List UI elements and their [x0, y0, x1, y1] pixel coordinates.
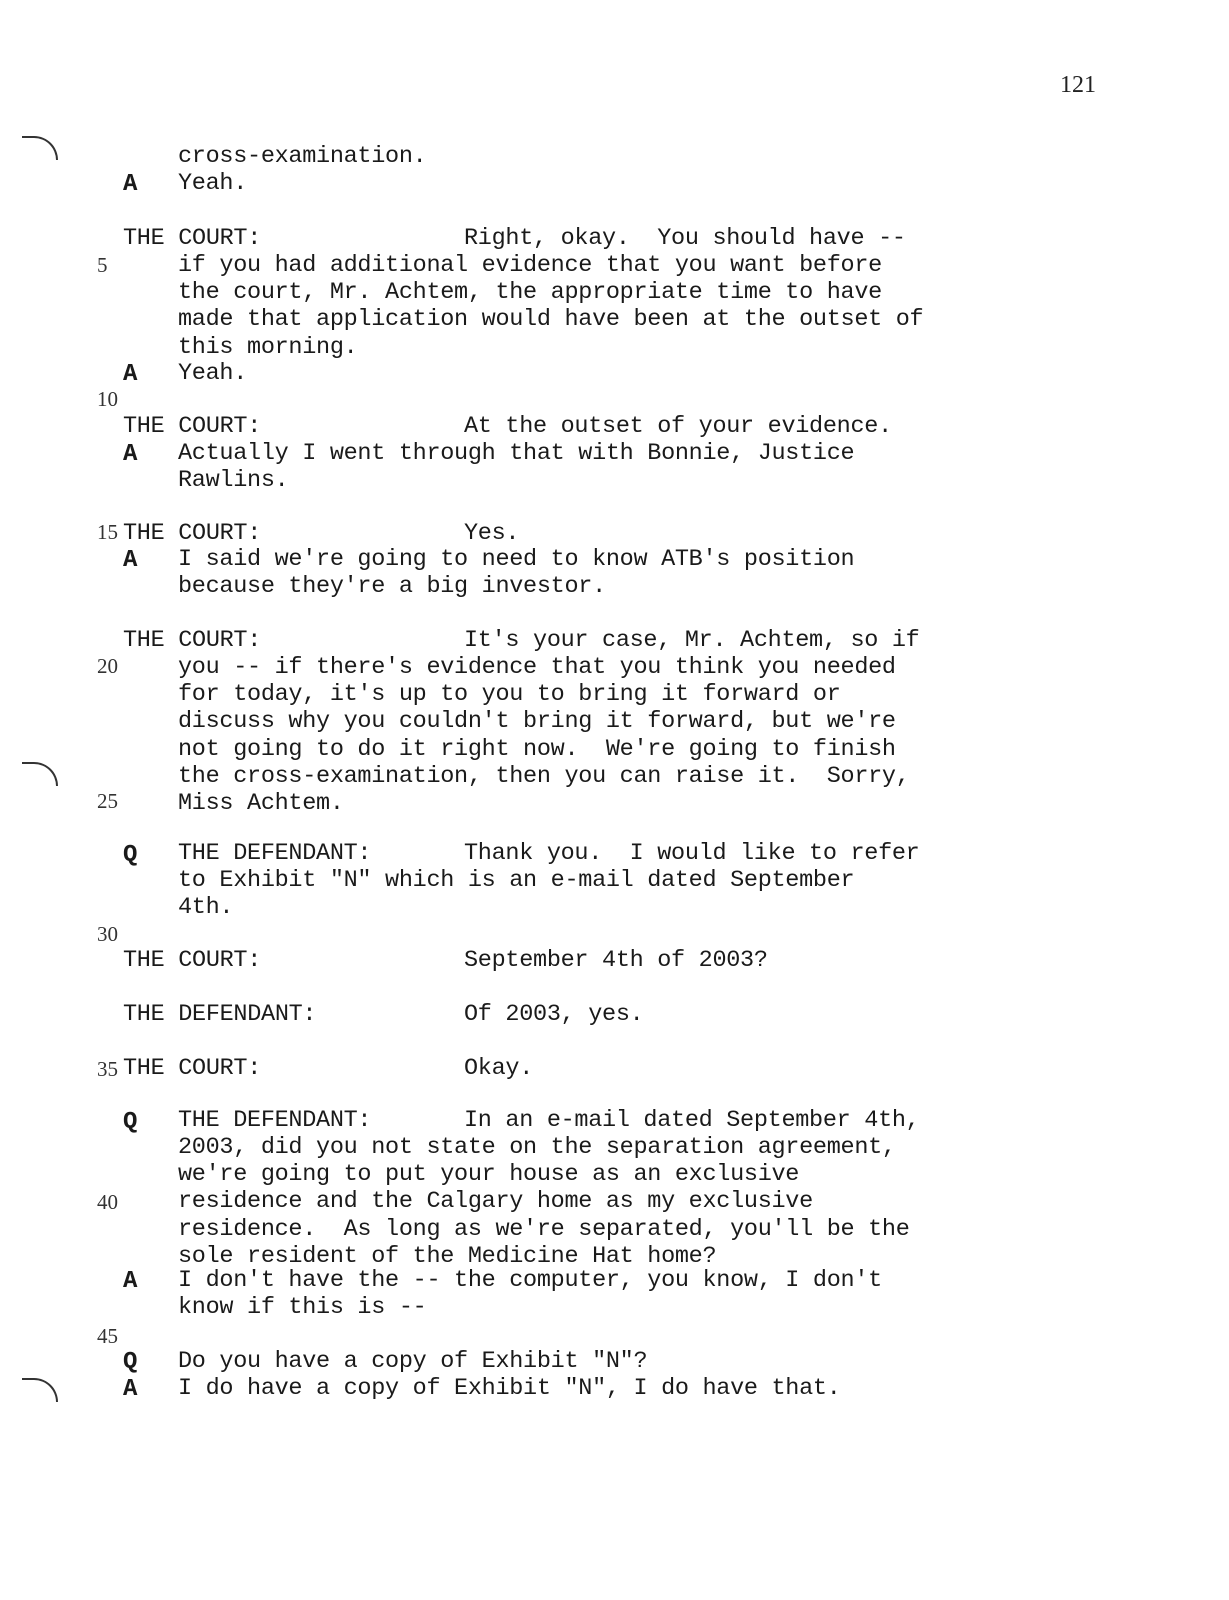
answer-text: I do have a copy of Exhibit "N", I do have that.	[178, 1375, 841, 1402]
answer-text: I don't have the -- the computer, you know, I don't know if this is --	[178, 1267, 882, 1322]
answer-marker: A	[123, 171, 138, 198]
statement-first-line: Of 2003, yes.	[464, 1001, 644, 1028]
statement-first-line: Okay.	[464, 1055, 534, 1082]
question-marker: Q	[123, 842, 138, 869]
line-number: 10	[97, 387, 118, 411]
question-marker: Q	[123, 1109, 138, 1136]
line-number: 5	[97, 253, 108, 277]
line-number: 35	[97, 1057, 118, 1081]
binder-hole-mark	[22, 1378, 58, 1402]
statement-text: to Exhibit "N" which is an e-mail dated September 4th.	[178, 867, 855, 922]
statement-text: you -- if there's evidence that you think you needed for today, it's up to you to bring it forward or discuss why you couldn't bring it forward, but we're not going to do it right now. We're going to finish the cross-examination, then you can raise it. Sorry, Miss Achtem.	[178, 654, 910, 818]
statement-first-line: September 4th of 2003?	[464, 947, 768, 974]
question-text: Do you have a copy of Exhibit "N"?	[178, 1348, 648, 1375]
line-number: 45	[97, 1324, 118, 1348]
answer-text: Actually I went through that with Bonnie, Justice Rawlins.	[178, 440, 855, 495]
question-marker: Q	[123, 1349, 138, 1376]
speaker-label: THE DEFENDANT:	[123, 1001, 317, 1028]
statement-first-line: At the outset of your evidence.	[464, 413, 892, 440]
statement-first-line: Thank you. I would like to refer	[464, 840, 920, 867]
answer-marker: A	[123, 547, 138, 574]
answer-marker: A	[123, 1376, 138, 1403]
speaker-label: THE DEFENDANT:	[178, 1107, 372, 1134]
binder-hole-mark	[22, 136, 58, 160]
speaker-label: THE COURT:	[123, 520, 262, 547]
line-number: 40	[97, 1190, 118, 1214]
speaker-label: THE COURT:	[123, 947, 262, 974]
speaker-label: THE COURT:	[123, 225, 262, 252]
answer-text: I said we're going to need to know ATB's position because they're a big investor.	[178, 546, 855, 601]
statement-first-line: Yes.	[464, 520, 520, 547]
statement-first-line: Right, okay. You should have --	[464, 225, 906, 252]
speaker-label: THE COURT:	[123, 627, 262, 654]
speaker-label: THE COURT:	[123, 413, 262, 440]
speaker-label: THE COURT:	[123, 1055, 262, 1082]
statement-first-line: It's your case, Mr. Achtem, so if	[464, 627, 920, 654]
statement-text: if you had additional evidence that you want before the court, Mr. Achtem, the appropriate time to have made that application would have been at the outset of this morning.	[178, 252, 924, 361]
statement-text: 2003, did you not state on the separation agreement, we're going to put your house as an exclusive residence and the Calgary home as my exclusive residence. As long as we're separated, you'll be the sole resident of the Medicine Hat home?	[178, 1134, 910, 1270]
answer-marker: A	[123, 361, 138, 388]
answer-marker: A	[123, 1268, 138, 1295]
statement-first-line: In an e-mail dated September 4th,	[464, 1107, 920, 1134]
page-number: 121	[1060, 72, 1096, 98]
answer-text: Yeah.	[178, 360, 248, 387]
line-number: 15	[97, 520, 118, 544]
speaker-label: THE DEFENDANT:	[178, 840, 372, 867]
line-number: 20	[97, 654, 118, 678]
transcript-text: cross-examination.	[178, 143, 427, 170]
binder-hole-mark	[22, 762, 58, 786]
line-number: 30	[97, 922, 118, 946]
line-number: 25	[97, 789, 118, 813]
answer-text: Yeah.	[178, 170, 248, 197]
answer-marker: A	[123, 441, 138, 468]
